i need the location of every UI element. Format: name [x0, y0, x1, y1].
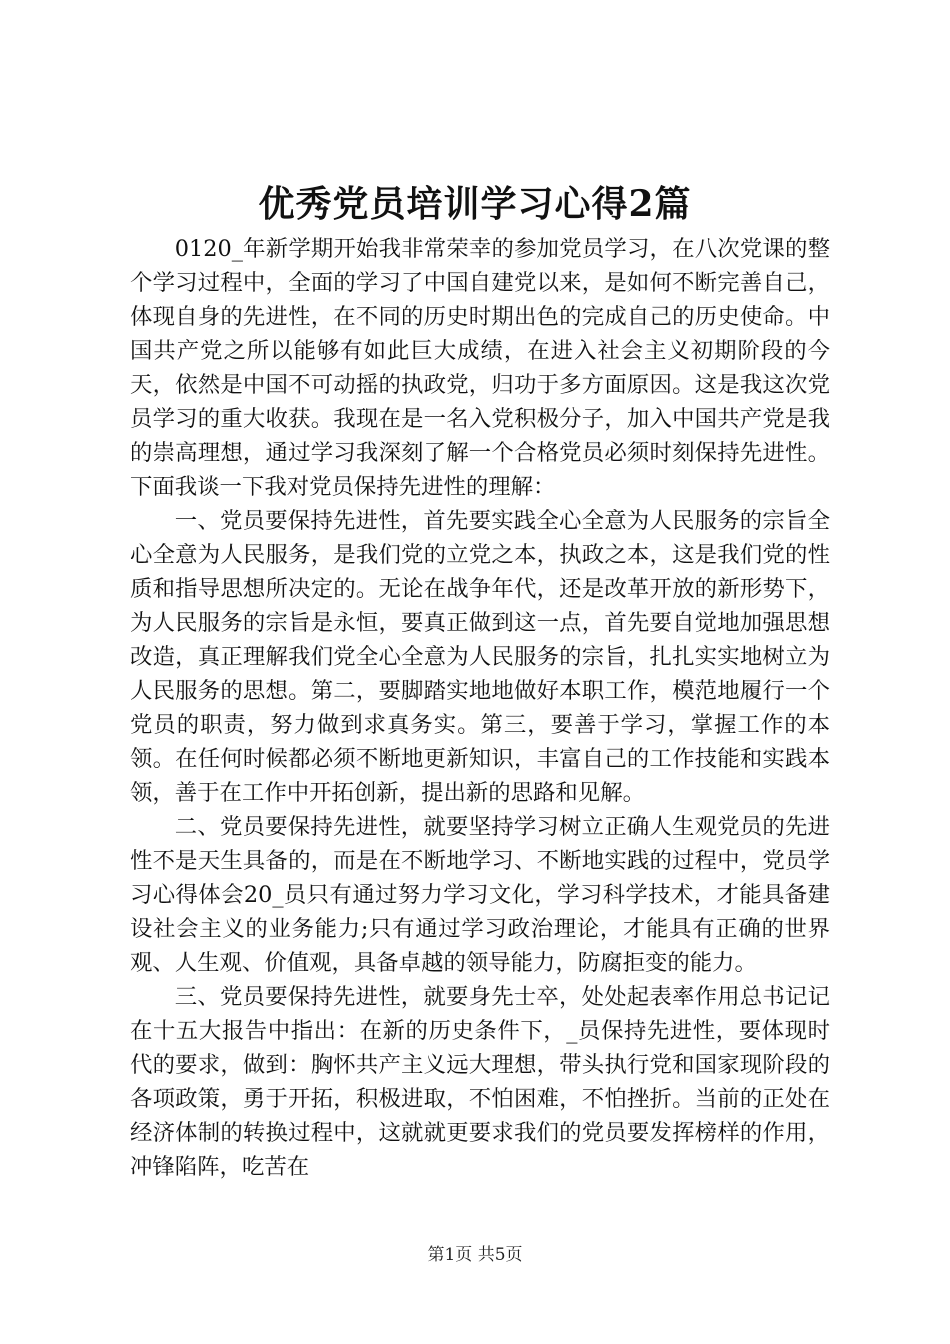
document-body [130, 232, 830, 1184]
page-number-footer: 第1页 共5页 [427, 1245, 523, 1265]
paragraph-point-three: 三、党员要保持先进性，就要身先士卒，处处起表率作用总书记记在十五大报告中指出：在新的历史条件下，_员保持先进性，要体现时代的要求，做到：胸怀共产主义远大理想，带头执行党和国家现阶段的各项政策，勇于开拓，积极进取，不怕困难，不怕挫折。当前的正处在经济体制的转换过程中，这就就更要求我们的党员要发挥榜样的作用，冲锋陷阵，吃苦在 [130, 984, 830, 1180]
paragraph-point-two: 二、党员要保持先进性，就要坚持学习树立正确人生观党员的先进性不是天生具备的，而是在不断地学习、不断地实践的过程中，党员学习心得体会20_员只有通过努力学习文化，学习科学技术，才能具备建设社会主义的业务能力;只有通过学习政治理论，才能具有正确的世界观、人生观、价值观，具备卓越的领导能力，防腐拒变的能力。 [130, 814, 830, 976]
paragraph-point-one: 一、党员要保持先进性，首先要实践全心全意为人民服务的宗旨全心全意为人民服务，是我们党的立党之本，执政之本，这是我们党的性质和指导思想所决定的。无论在战争年代，还是改革开放的新形势下，为人民服务的宗旨是永恒，要真正做到这一点，首先要自觉地加强思想改造，真正理解我们党全心全意为人民服务的宗旨，扎扎实实地树立为人民服务的思想。第二，要脚踏实地地做好本职工作，模范地履行一个党员的职责，努力做到求真务实。第三，要善于学习，掌握工作的本领。在任何时候都必须不断地更新知识，丰富自己的工作技能和实践本领，善于在工作中开拓创新，提出新的思路和见解。 [130, 508, 830, 806]
document-title: 优秀党员培训学习心得2篇 [258, 183, 692, 225]
paragraph-intro: 0120_年新学期开始我非常荣幸的参加党员学习，在八次党课的整个学习过程中，全面的学习了中国自建党以来，是如何不断完善自己，体现自身的先进性，在不同的历史时期出色的完成自己的历史使命。中国共产党之所以能够有如此巨大成绩，在进入社会主义初期阶段的今天，依然是中国不可动摇的执政党，归功于多方面原因。这是我这次党员学习的重大收获。我现在是一名入党积极分子，加入中国共产党是我的崇高理想，通过学习我深刻了解一个合格党员必须时刻保持先进性。下面我谈一下我对党员保持先进性的理解： [130, 236, 830, 500]
